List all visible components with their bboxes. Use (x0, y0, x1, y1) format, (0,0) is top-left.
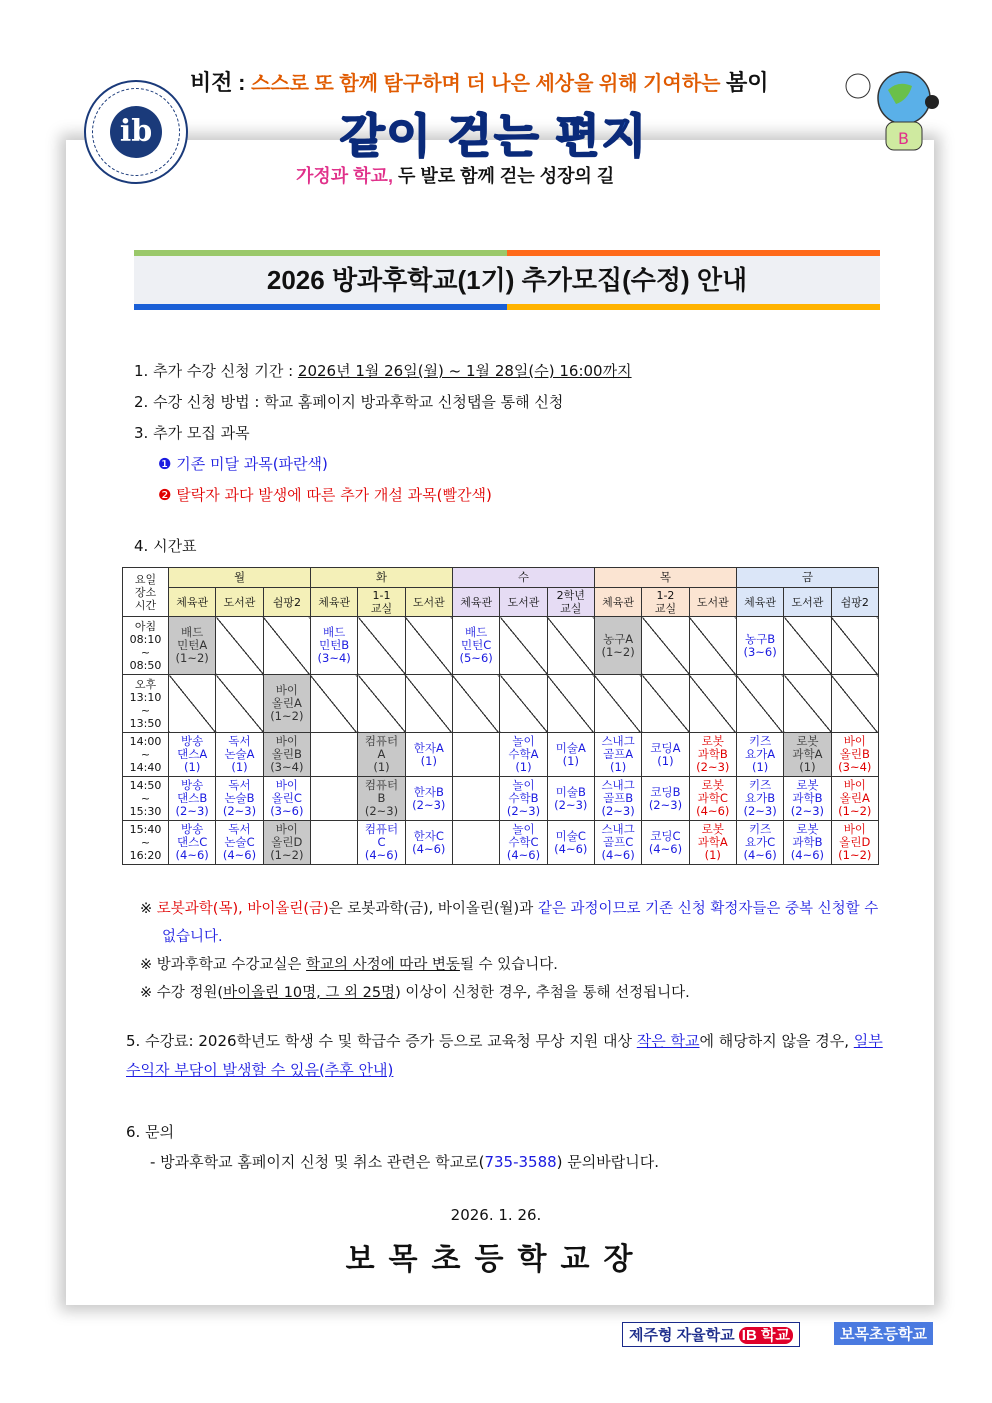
room-header: 체육관 (310, 588, 357, 617)
ib-logo-mark: ib (110, 106, 162, 158)
blank-cell (452, 733, 499, 777)
item-2 (134, 387, 894, 418)
class-cell: 한자C (4~6) (405, 821, 452, 865)
item-4: 4. 시간표 (134, 537, 197, 555)
section-5 (126, 1027, 888, 1085)
class-cell: 독서 논술A (1) (216, 733, 263, 777)
banner-subtitle (296, 162, 614, 188)
timetable-corner: 요일 장소 시간 (123, 568, 169, 617)
class-cell: 미술A (1) (547, 733, 594, 777)
title-bar-bottom-stripe (134, 304, 880, 310)
class-cell: 방송 댄스C (4~6) (169, 821, 216, 865)
class-cell: 스내그 골프A (1) (594, 733, 641, 777)
notice-items (134, 356, 894, 562)
item-2-label: 2. 수강 신청 방법 : (134, 393, 265, 411)
room-header: 도서관 (784, 588, 831, 617)
class-cell: 독서 논술B (2~3) (216, 777, 263, 821)
item-2-value: 학교 홈페이지 방과후학교 신청탭 (264, 393, 482, 411)
room-header: 2학년 교실 (547, 588, 594, 617)
empty-slot-cell (689, 675, 736, 733)
class-cell: 컴퓨터 A (1) (358, 733, 405, 777)
section-6-title: 6. 문의 (126, 1123, 175, 1141)
room-header: 체육관 (452, 588, 499, 617)
mascot-letter: B (898, 129, 909, 148)
title-bar-top-stripe (134, 250, 880, 256)
room-header: 체육관 (736, 588, 783, 617)
class-cell: 스내그 골프C (4~6) (594, 821, 641, 865)
note-2 (140, 951, 890, 979)
note-3 (140, 979, 890, 1007)
item-3-red-category: ❷ 탈락자 과다 발생에 따른 추가 개설 과목(빨간색) (158, 486, 492, 504)
principal-signature: 보목초등학교장 (345, 1242, 647, 1277)
section-5-small-school: 작은 학교 (636, 1032, 700, 1050)
issue-date: 2026. 1. 26. (450, 1206, 542, 1224)
time-slot: 아침 08:10 ~ 08:50 (123, 617, 169, 675)
notes (140, 895, 890, 1007)
room-header: 쉼팡2 (263, 588, 310, 617)
class-cell: 컴퓨터 C (4~6) (358, 821, 405, 865)
blank-cell (310, 821, 357, 865)
note-3-pre: ※ 수강 정원( (140, 985, 224, 1001)
empty-slot-cell (169, 675, 216, 733)
day-header: 수 (452, 568, 594, 588)
class-cell: 배드 민턴A (1~2) (169, 617, 216, 675)
item-1-value: 2026년 1월 26일(월) ~ 1월 28일(수) 16:00까지 (297, 362, 632, 380)
section-5-fee-notice: 일부 수익자 부담이 발생할 수 있음(추후 안내) (126, 1032, 883, 1079)
section-6 (126, 1117, 888, 1177)
phone-number: 735-3588 (484, 1153, 557, 1171)
room-header: 도서관 (405, 588, 452, 617)
class-cell: 바이 올린B (3~4) (263, 733, 310, 777)
footer-autonomous: 제주형 자율학교 (629, 1327, 735, 1344)
timetable (122, 567, 879, 865)
room-header: 쉼팡2 (831, 588, 878, 617)
day-header: 목 (594, 568, 736, 588)
room-header: 체육관 (169, 588, 216, 617)
room-header: 1-2 교실 (642, 588, 689, 617)
section-6-pre: - 방과후학교 홈페이지 신청 및 취소 관련은 학교로( (150, 1153, 485, 1171)
class-cell: 미술C (4~6) (547, 821, 594, 865)
class-cell: 바이 올린A (1~2) (263, 675, 310, 733)
day-header: 화 (310, 568, 452, 588)
empty-slot-cell (784, 617, 831, 675)
empty-slot-cell (216, 675, 263, 733)
mascot-image (842, 60, 942, 160)
class-cell: 코딩C (4~6) (642, 821, 689, 865)
note-1-mark: ※ (140, 901, 157, 917)
empty-slot-cell (358, 617, 405, 675)
class-cell: 키즈 요가A (1) (736, 733, 783, 777)
empty-slot-cell (452, 675, 499, 733)
blank-cell (452, 821, 499, 865)
empty-slot-cell (642, 617, 689, 675)
class-cell: 독서 논술C (4~6) (216, 821, 263, 865)
ib-logo (84, 80, 188, 184)
empty-slot-cell (500, 617, 547, 675)
room-header: 도서관 (216, 588, 263, 617)
class-cell: 바이 올린C (3~6) (263, 777, 310, 821)
class-cell: 로봇 과학B (2~3) (784, 777, 831, 821)
section-5-mid: 에 해당하지 않을 경우, (699, 1032, 854, 1050)
empty-slot-cell (405, 617, 452, 675)
empty-slot-cell (831, 617, 878, 675)
class-cell: 놀이 수학B (2~3) (500, 777, 547, 821)
class-cell: 배드 민턴B (3~4) (310, 617, 357, 675)
class-cell: 코딩B (2~3) (642, 777, 689, 821)
class-cell: 농구B (3~6) (736, 617, 783, 675)
note-1-blue: 같은 과정이므로 기존 신청 확정자들은 중복 신청할 수 없습니다. (162, 901, 879, 945)
empty-slot-cell (405, 675, 452, 733)
time-slot: 오후 13:10 ~ 13:50 (123, 675, 169, 733)
note-3-post: ) 이상이 신청한 경우, 추첨을 통해 선정됩니다. (395, 985, 690, 1001)
item-3-blue-category: ❶ 기존 미달 과목(파란색) (158, 455, 328, 473)
footer-school-type (622, 1322, 800, 1347)
class-cell: 바이 올린B (3~4) (831, 733, 878, 777)
empty-slot-cell (310, 675, 357, 733)
empty-slot-cell (216, 617, 263, 675)
class-cell: 코딩A (1) (642, 733, 689, 777)
empty-slot-cell (358, 675, 405, 733)
class-cell: 배드 민턴C (5~6) (452, 617, 499, 675)
class-cell: 스내그 골프B (2~3) (594, 777, 641, 821)
vision-end: 봄이 (726, 70, 769, 95)
note-2-post: 될 수 있습니다. (459, 957, 558, 973)
class-cell: 로봇 과학B (4~6) (784, 821, 831, 865)
footer-ib-badge: IB 학교 (739, 1327, 793, 1344)
note-1 (140, 895, 890, 951)
footer-school-name: 보목초등학교 (834, 1322, 933, 1345)
time-slot: 14:50 ~ 15:30 (123, 777, 169, 821)
empty-slot-cell (784, 675, 831, 733)
class-cell: 바이 올린D (1~2) (263, 821, 310, 865)
time-slot: 14:00 ~ 14:40 (123, 733, 169, 777)
empty-slot-cell (500, 675, 547, 733)
time-slot: 15:40 ~ 16:20 (123, 821, 169, 865)
empty-slot-cell (594, 675, 641, 733)
class-cell: 컴퓨터 B (2~3) (358, 777, 405, 821)
class-cell: 키즈 요가B (2~3) (736, 777, 783, 821)
class-cell: 로봇 과학C (4~6) (689, 777, 736, 821)
note-2-underline: 학교의 사정에 따라 변동 (306, 957, 460, 973)
class-cell: 방송 댄스A (1) (169, 733, 216, 777)
vision-colon: : (238, 70, 246, 95)
item-2-suffix: 을 통해 신청 (481, 393, 564, 411)
subtitle-highlight: 가정과 학교, (296, 166, 393, 186)
class-cell: 놀이 수학C (4~6) (500, 821, 547, 865)
class-cell: 로봇 과학A (1) (689, 821, 736, 865)
class-cell: 바이 올린A (1~2) (831, 777, 878, 821)
room-header: 도서관 (689, 588, 736, 617)
blank-cell (452, 777, 499, 821)
page-title: 2026 방과후학교(1기) 추가모집(수정) 안내 (266, 265, 748, 295)
empty-slot-cell (831, 675, 878, 733)
banner-title: 같이 걷는 편지 (340, 110, 649, 162)
vision-line (190, 66, 769, 97)
vision-label: 비전 (190, 70, 233, 95)
section-6-contact (126, 1147, 888, 1177)
blank-cell (310, 733, 357, 777)
blank-cell (310, 777, 357, 821)
item-1-label: 1. 추가 수강 신청 기간 : (134, 362, 298, 380)
note-1-red: 로봇과학(목), 바이올린(금) (156, 901, 329, 917)
class-cell: 바이 올린D (1~2) (831, 821, 878, 865)
class-cell: 한자B (2~3) (405, 777, 452, 821)
day-header: 금 (736, 568, 878, 588)
vision-text: 스스로 또 함께 탐구하며 더 나은 세상을 위해 기여하는 (250, 73, 721, 95)
class-cell: 미술B (2~3) (547, 777, 594, 821)
section-6-post: ) 문의바랍니다. (556, 1153, 660, 1171)
class-cell: 로봇 과학A (1) (784, 733, 831, 777)
class-cell: 농구A (1~2) (594, 617, 641, 675)
note-3-underline: 바이올린 10명, 그 외 25명 (223, 985, 396, 1001)
room-header: 1-1 교실 (358, 588, 405, 617)
item-3: 3. 추가 모집 과목 (134, 424, 250, 442)
day-header: 월 (169, 568, 311, 588)
class-cell: 한자A (1) (405, 733, 452, 777)
note-2-pre: ※ 방과후학교 수강교실은 (140, 957, 307, 973)
note-1-mid: 은 로봇과학(금), 바이올린(월)과 (328, 901, 538, 917)
room-header: 체육관 (594, 588, 641, 617)
class-cell: 로봇 과학B (2~3) (689, 733, 736, 777)
empty-slot-cell (689, 617, 736, 675)
class-cell: 키즈 요가C (4~6) (736, 821, 783, 865)
subtitle-rest: 두 발로 함께 걷는 성장의 길 (397, 166, 615, 186)
class-cell: 방송 댄스B (2~3) (169, 777, 216, 821)
item-1 (134, 356, 894, 387)
title-bar (134, 250, 880, 310)
room-header: 도서관 (500, 588, 547, 617)
empty-slot-cell (263, 617, 310, 675)
empty-slot-cell (736, 675, 783, 733)
empty-slot-cell (547, 675, 594, 733)
empty-slot-cell (642, 675, 689, 733)
empty-slot-cell (547, 617, 594, 675)
section-5-text: 5. 수강료: 2026학년도 학생 수 및 학급수 증가 등으로 교육청 무상 지원 대상 (126, 1032, 637, 1050)
class-cell: 놀이 수학A (1) (500, 733, 547, 777)
